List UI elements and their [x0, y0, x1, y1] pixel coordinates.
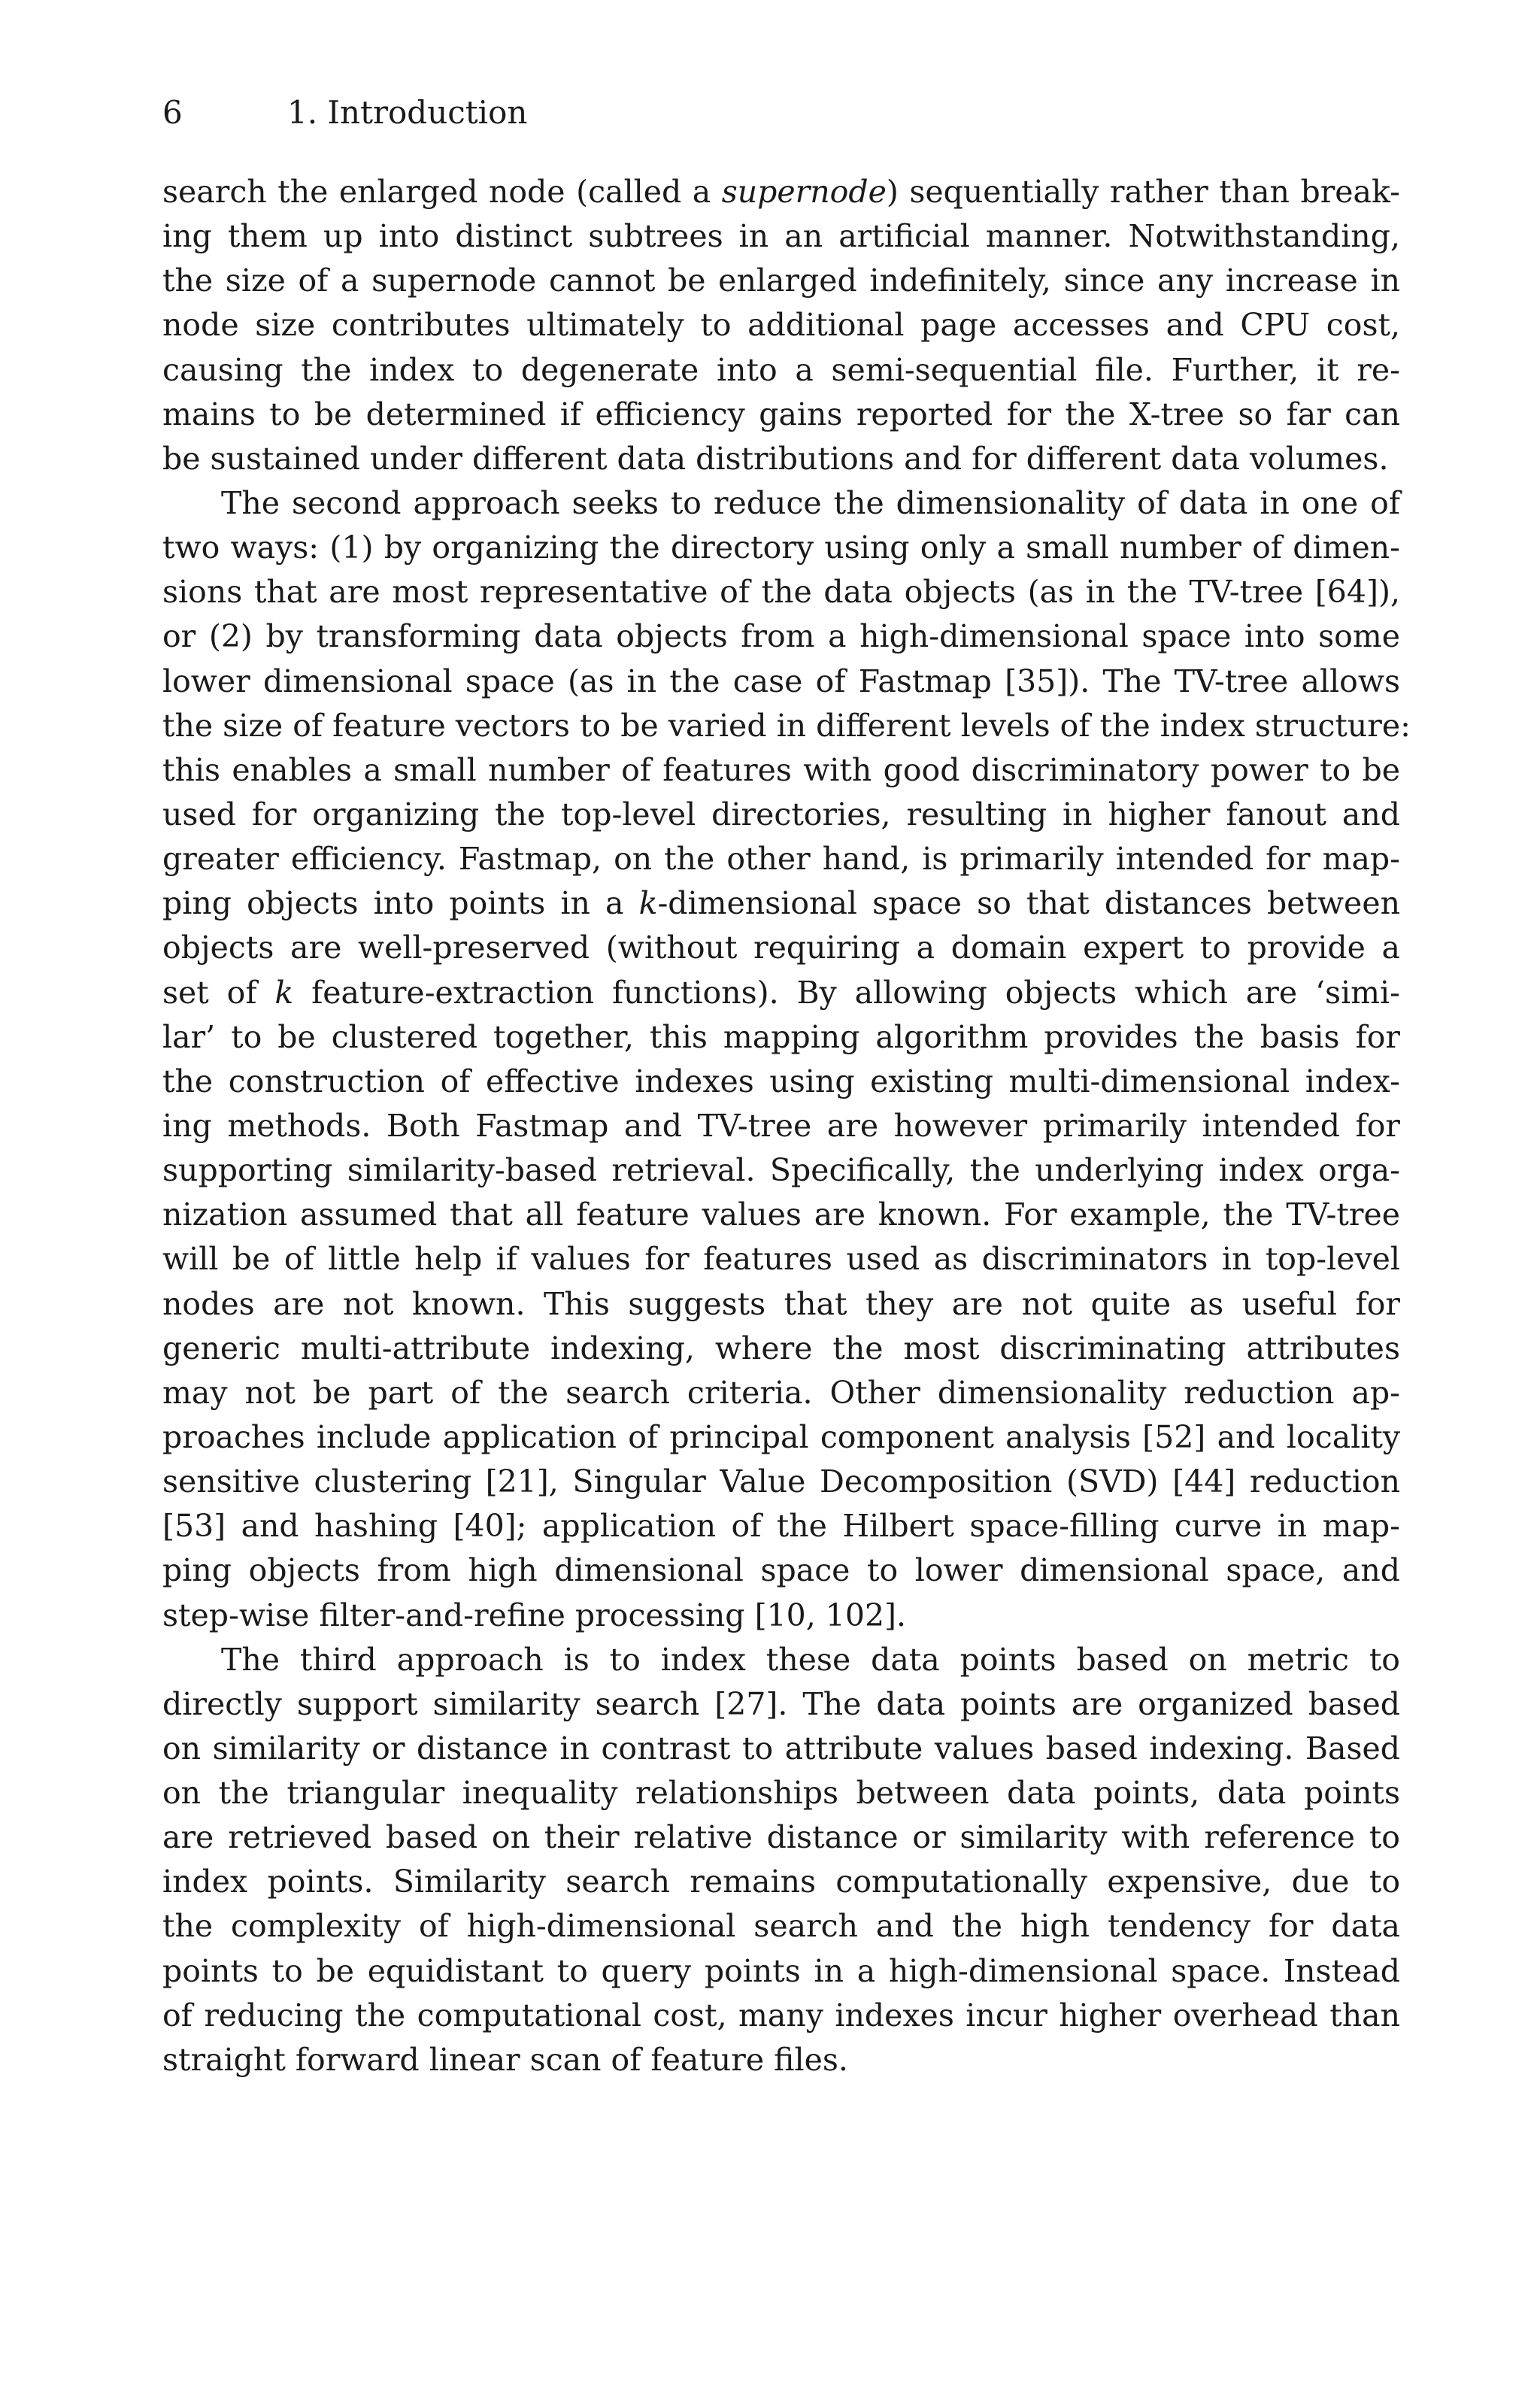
text-line: or (2) by transforming data objects from a high-dimensional space into some — [162, 618, 1400, 655]
text-line: The third approach is to index these data points based on metric to — [221, 1641, 1400, 1678]
text-line: the size of a supernode cannot be enlarged indefinitely, since any increase in — [162, 262, 1400, 299]
text-line: causing the index to degenerate into a semi-sequential file. Further, it re- — [162, 351, 1400, 388]
text-line — [162, 170, 1400, 214]
page-number: 6 — [162, 94, 183, 131]
text-line: lower dimensional space (as in the case of Fastmap [35]). The TV-tree allows — [162, 663, 1400, 699]
italic-term: k — [638, 885, 658, 922]
paragraph — [162, 1638, 1400, 2082]
text-line: ing them up into distinct subtrees in an artificial manner. Notwithstanding, — [162, 218, 1400, 255]
text-line: ing methods. Both Fastmap and TV-tree are however primarily intended for — [162, 1107, 1400, 1144]
italic-term: supernode — [721, 174, 887, 210]
text-line: on the triangular inequality relationships between data points, data points — [162, 1775, 1400, 1812]
chapter-title: 1. Introduction — [287, 94, 528, 131]
text-line: The second approach seeks to reduce the dimensionality of data in one of — [221, 484, 1400, 521]
body-text — [162, 170, 1411, 2082]
text-line: index points. Similarity search remains computationally expensive, due to — [162, 1864, 1400, 1900]
text-line: objects are well-preserved (without requiring a domain expert to provide a — [162, 930, 1400, 966]
text-line: step-wise filter-and-refine processing [10, 102]. — [162, 1597, 907, 1633]
text-segment: ping objects into points in a — [162, 885, 639, 922]
italic-term: k — [274, 974, 294, 1011]
text-line: the complexity of high-dimensional search and the high tendency for data — [162, 1908, 1400, 1945]
text-line: of reducing the computational cost, many indexes incur higher overhead than — [162, 1997, 1400, 2033]
text-line: lar’ to be clustered together, this mapping algorithm provides the basis for — [162, 1018, 1400, 1055]
text-line — [162, 881, 1400, 926]
text-segment: -dimensional space so that distances between — [657, 885, 1400, 922]
text-segment: ) sequentially rather than break- — [886, 174, 1400, 210]
text-line: proaches include application of principal component analysis [52] and locality — [162, 1418, 1400, 1455]
text-line: two ways: (1) by organizing the directory using only a small number of dimen- — [162, 529, 1400, 566]
text-line: on similarity or distance in contrast to attribute values based indexing. Based — [162, 1730, 1400, 1767]
text-segment: set of — [162, 974, 275, 1011]
text-line: may not be part of the search criteria. Other dimensionality reduction ap- — [162, 1374, 1400, 1411]
text-segment: search the enlarged node (called a — [162, 174, 722, 210]
paragraph — [162, 170, 1400, 481]
text-line: points to be equidistant to query points in a high-dimensional space. Instead — [162, 1952, 1400, 1989]
text-line — [162, 971, 1400, 1015]
text-line: mains to be determined if efficiency gains reported for the X-tree so far can — [162, 396, 1400, 432]
text-line: generic multi-attribute indexing, where the most discriminating attributes — [162, 1330, 1400, 1366]
paragraph — [162, 481, 1411, 1638]
text-line: sions that are most representative of the data objects (as in the TV-tree [64]), — [162, 574, 1400, 611]
text-line: are retrieved based on their relative distance or similarity with reference to — [162, 1819, 1400, 1856]
text-line: greater efficiency. Fastmap, on the other hand, is primarily intended for map- — [162, 841, 1400, 878]
text-line: straight forward linear scan of feature files. — [162, 2041, 848, 2078]
text-line: nodes are not known. This suggests that they are not quite as useful for — [162, 1285, 1400, 1322]
text-line: nization assumed that all feature values are known. For example, the TV-tree — [162, 1196, 1400, 1233]
text-line: be sustained under different data distributions and for different data volumes. — [162, 440, 1389, 477]
text-line: used for organizing the top-level directories, resulting in higher fanout and — [162, 796, 1400, 832]
running-head — [162, 93, 527, 132]
text-line: supporting similarity-based retrieval. Specifically, the underlying index orga- — [162, 1152, 1400, 1189]
text-line: sensitive clustering [21], Singular Value Decomposition (SVD) [44] reduction — [162, 1463, 1400, 1500]
text-line: node size contributes ultimately to additional page accesses and CPU cost, — [162, 307, 1400, 344]
text-line: the construction of effective indexes using existing multi-dimensional index- — [162, 1063, 1400, 1099]
text-line: will be of little help if values for features used as discriminators in top-level — [162, 1241, 1400, 1278]
text-line: the size of feature vectors to be varied in different levels of the index structure: — [162, 707, 1411, 744]
text-line: directly support similarity search [27]. The data points are organized based — [162, 1685, 1400, 1722]
text-segment: feature-extraction functions). By allowing objects which are ‘simi- — [293, 974, 1400, 1011]
text-line: [53] and hashing [40]; application of the Hilbert space-filling curve in map- — [162, 1508, 1400, 1545]
text-line: ping objects from high dimensional space to lower dimensional space, and — [162, 1552, 1400, 1589]
text-line: this enables a small number of features with good discriminatory power to be — [162, 751, 1400, 788]
